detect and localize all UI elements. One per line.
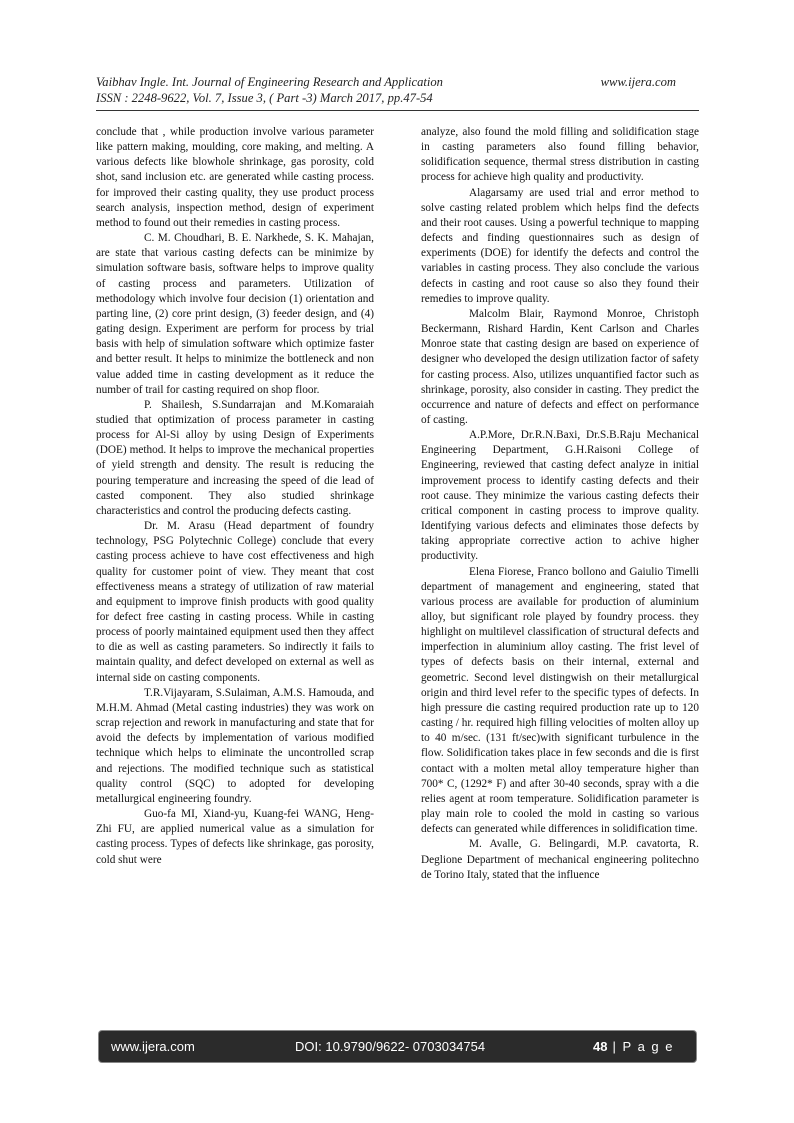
footer-doi: DOI: 10.9790/9622- 0703034754 [295, 1039, 486, 1054]
paragraph: P. Shailesh, S.Sundarrajan and M.Komaraiah studied that optimization of process parameter in casting process for Al-Si alloy by using Design of Experiments (DOE) method. It helps to improve the mechanical properties of yield strength and density. The result is reducing the pouring temperature and increasing the speed of die lead of casted component. They also studied shrinkage characteristics and control the producing defects casting. [96, 398, 374, 517]
page-label: | P a g e [607, 1039, 674, 1054]
header-website: www.ijera.com [600, 75, 676, 89]
paragraph: C. M. Choudhari, B. E. Narkhede, S. K. Mahajan, are state that various casting defects can be minimize by simulation software basis, software helps to improve quality of casting process and parameters. Utilization of methodology which involve four decision (1) orientation and parting line, (2) core print design, (3) feeder design, and (4) gating design. Experiment are perform for process by trial basis with help of simulation software which optimize faster and better result. It helps to minimize the bottleneck and non value added time in casting development as it reduce the number of trail for casting required on shop floor. [96, 232, 374, 396]
paragraph: A.P.More, Dr.R.N.Baxi, Dr.S.B.Raju Mechanical Engineering Department, G.H.Raisoni College of Engineering, reviewed that casting defect analyze in initial improvement process to identify casting defects and their root cause. They minimize the various casting defects their critical component in casting process to improve quality. Identifying various defects and eliminates those defects by taking appropriate corrective action to achive higher productivity. [421, 429, 699, 563]
paragraph: conclude that , while production involve various parameter like pattern making, moulding, core making, and melting. A various defects like blowhole shrinkage, gas porosity, cold shot, sand inclusion etc. are generated while casting process. for improved their casting quality, they use product process search analysis, inspection method, design of experiment method to found out their remedies in casting process. [96, 126, 374, 229]
left-column [96, 125, 374, 868]
paragraph: Alagarsamy are used trial and error method to solve casting related problem which helps find the defects and their root causes. Using a powerful technique to mapping defects and finding questionnaires such as design of experiments (DOE) for identify the defects and control the variables in casting process. They also conclude the various defects in casting and root cause so also they found their remedies to improve quality. [421, 186, 699, 305]
paragraph: T.R.Vijayaram, S.Sulaiman, A.M.S. Hamouda, and M.H.M. Ahmad (Metal casting industries) they was work on scrap rejection and rework in manufacturing and state that for avoid the defects by implementation of various modified technique which helps to eliminate the uncontrolled scrap and rejections. The modified technique such as statistical quality control (SQC) to adopted for developing metallurgical engineering foundry. [96, 686, 374, 805]
page-footer [99, 1031, 696, 1062]
paragraph: Elena Fiorese, Franco bollono and Gaiulio Timelli department of management and engineering, stated that various process are available for production of aluminium alloy, but significant role played by foundry process. they highlight on multilevel classification of structural defects and imperfection in aluminium alloy casting. The frist level of types of defects basis on their internal, external and geometric. Second level distingwish on their metallurgical origin and third level refer to the specific types of defects. In high pressure die casting required production rate up to 120 casting / hr. required high filling velocities of molten alloy up to 40 m/sec. (131 ft/sec)with significant turbulence in the flow. Solidification takes place in few seconds and die is first contact with a molten metal alloy temperature higher than 700* C, (1292* F) and after 30-40 seconds, spray with a die relies agent at room temperature. Solidification parameter is play main role to cooled the mold in casting so various defects can generated while differences in solidification time. [421, 565, 699, 836]
paragraph: M. Avalle, G. Belingardi, M.P. cavatorta, R. Deglione Department of mechanical engineering politechno de Torino Italy, stated that the influence [421, 838, 699, 881]
footer-page-indicator [593, 1039, 674, 1054]
header-rule [96, 110, 699, 111]
page-number: 48 [592, 1039, 608, 1054]
paragraph: Guo-fa MI, Xiand-yu, Kuang-fei WANG, Heng-Zhi FU, are applied numerical value as a simulation for casting process. Types of defects like shrinkage, gas porosity, cold shut were [96, 808, 374, 866]
header-citation-line-1 [96, 74, 699, 90]
running-header [96, 74, 699, 106]
header-citation-line-2: ISSN : 2248-9622, Vol. 7, Issue 3, ( Part -3) March 2017, pp.47-54 [96, 91, 433, 105]
header-journal-citation: Vaibhav Ingle. Int. Journal of Engineering Research and Application [96, 75, 443, 89]
footer-website: www.ijera.com [111, 1039, 195, 1054]
paragraph: Dr. M. Arasu (Head department of foundry technology, PSG Polytechnic College) conclude that every casting process achieve to have cost effectiveness and high quality for customer point of view. They meant that cost effectiveness means a strategy of utilization of raw material and equipment to improve finish products with good quality for defect free casting in casting process. While in casting process of poorly maintained equipment used then they affect to die as well as casting parameters. So indirectly it fails to maintain quality, and defect developed on external as well as internal side on casting components. [96, 520, 374, 684]
paragraph: Malcolm Blair, Raymond Monroe, Christoph Beckermann, Rishard Hardin, Kent Carlson and Charles Monroe state that casting design are based on experience of designer who developed the design utilization factor of safety for casting process. Also, utilizes unquantified factor such as shrinkage, porosity, also consider in casting. They predict the occurrence and nature of defects and effect on performance of casting. [421, 307, 699, 426]
paragraph: analyze, also found the mold filling and solidification stage in casting parameters also found filling behavior, solidification sequence, thermal stress distribution in casting process for achieve high quality and productivity. [421, 126, 699, 184]
right-column [421, 125, 699, 883]
